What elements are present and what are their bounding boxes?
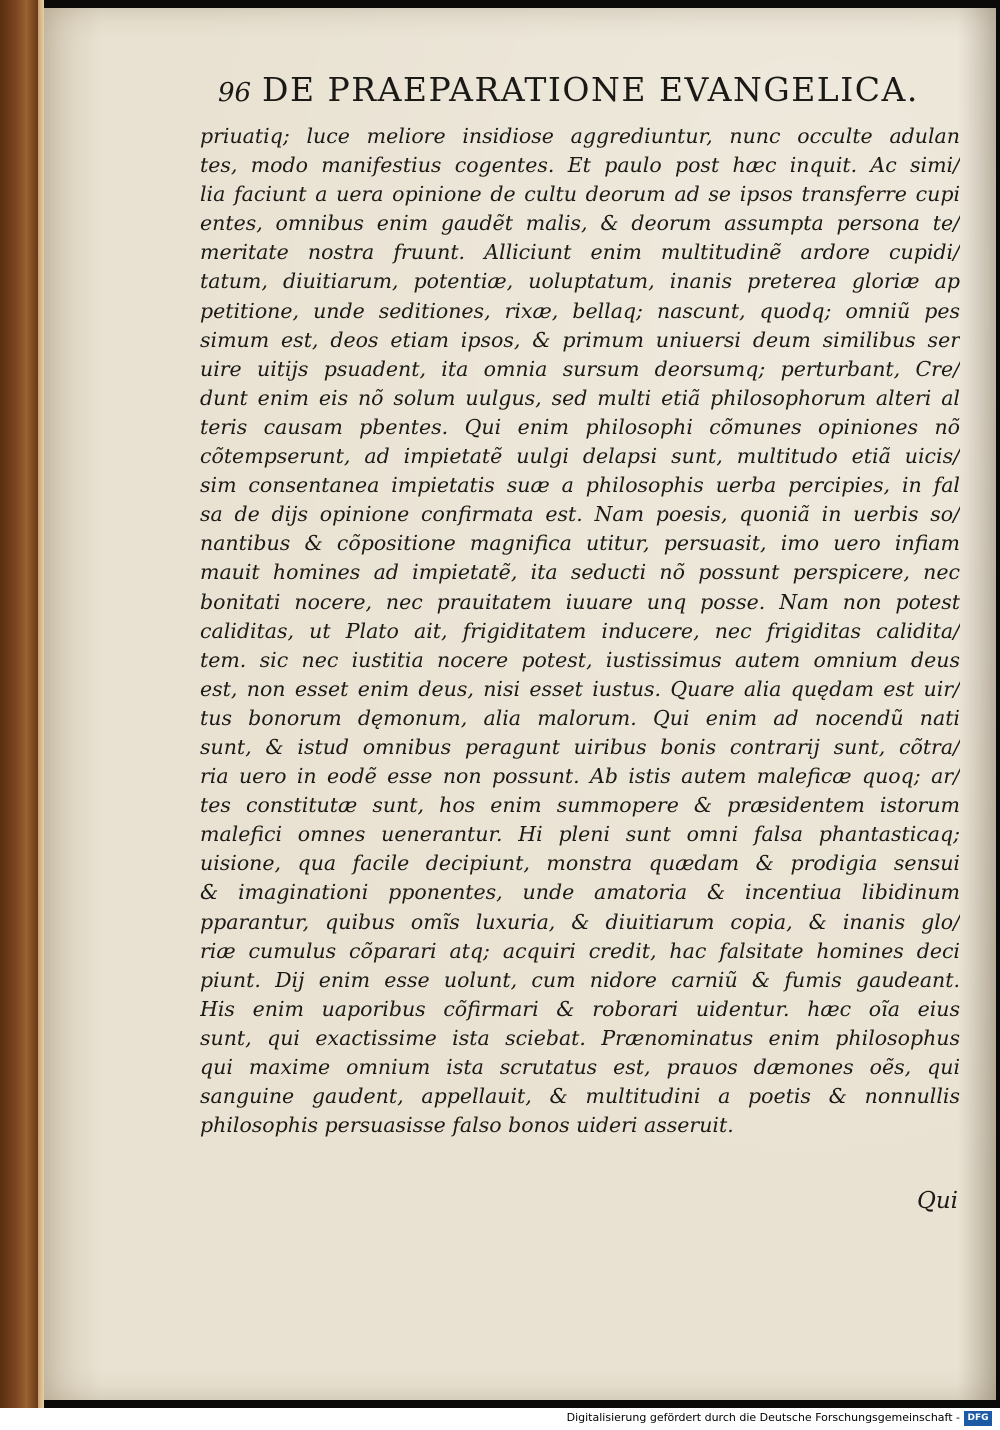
text-line: dunt enim eis nõ solum uulgus, sed multi etiã philosophorum alteri al (200, 385, 960, 410)
book-edge (0, 0, 44, 1408)
text-line: simum est, deos etiam ipsos, & primum uniuersi deum similibus ser (200, 327, 960, 352)
text-line: tus bonorum dęmonum, alia malorum. Qui enim ad nocendũ nati (200, 705, 960, 730)
text-line: teris causam pbentes. Qui enim philosophi cõmunes opiniones nõ (200, 414, 960, 439)
body-text (200, 122, 960, 1140)
text-line: bonitati nocere, nec prauitatem iuuare unq posse. Nam non potest (200, 589, 960, 614)
text-line: entes, omnibus enim gaudẽt malis, & deorum assumpta persona te/ (200, 211, 960, 236)
text-line: riæ cumulus cõparari atq; acquiri credit, hac falsitate homines deci (200, 938, 960, 963)
text-line: qui maxime omnium ista scrutatus est, prauos dæmones oẽs, qui (200, 1055, 960, 1079)
text-line: cõtempserunt, ad impietatẽ uulgi delapsi sunt, multitudo etiã uicis/ (200, 444, 960, 469)
text-line: petitione, unde seditiones, rixæ, bellaq; nascunt, quodq; omniũ pes (200, 298, 960, 323)
text-line: philosophis persuasisse falso bonos uideri asseruit. (200, 1113, 734, 1138)
text-line: sanguine gaudent, appellauit, & multitudini a poetis & nonnullis (200, 1084, 960, 1109)
text-line: His enim uaporibus cõfirmari & roborari uidentur. hæc oĩa eius (200, 996, 960, 1021)
text-line: tes, modo manifestius cogentes. Et paulo post hæc inquit. Ac simi/ (200, 153, 960, 178)
footer-credit: Digitalisierung gefördert durch die Deutsche Forschungsgemeinschaft - (566, 1411, 960, 1424)
text-line: uire uitijs psuadent, ita omnia sursum deorsumq; perturbant, Cre/ (200, 356, 960, 381)
text-line: sa de dijs opinione confirmata est. Nam poesis, quoniã in uerbis so/ (200, 502, 960, 527)
text-line: uisione, qua facile decipiunt, monstra quædam & prodigia sensui (200, 851, 960, 876)
text-line: & imaginationi pponentes, unde amatoria & incentiua libidinum (200, 880, 960, 905)
text-line: est, non esset enim deus, nisi esset iustus. Quare alia quędam est uir/ (200, 676, 960, 701)
text-line: mauit homines ad impietatẽ, ita seducti nõ possunt perspicere, nec (200, 560, 960, 585)
text-line: lia faciunt a uera opinione de cultu deorum ad se ipsos transferre cupi (200, 182, 960, 207)
text-line: sunt, & istud omnibus peragunt uiribus bonis contrarij sunt, cõtra/ (200, 734, 960, 759)
running-title: DE PRAEPARATIONE EVANGELICA. (262, 70, 919, 109)
page-header (218, 70, 958, 122)
text-line: sim consentanea impietatis suæ a philosophis uerba percipies, in fal (200, 473, 960, 498)
text-line: tes constitutæ sunt, hos enim summopere & præsidentem istorum (200, 793, 960, 818)
text-line: malefici omnes uenerantur. Hi pleni sunt omni falsa phantasticaq; (200, 822, 960, 847)
text-line: tem. sic nec iustitia nocere potest, iustissimus autem omnium deus (200, 647, 960, 672)
text-line: meritate nostra fruunt. Alliciunt enim multitudinẽ ardore cupidi/ (200, 240, 960, 265)
page-number: 96 (218, 78, 252, 108)
text-line: pparantur, quibus omĩs luxuria, & diuitiarum copia, & inanis glo/ (200, 909, 960, 934)
dfg-logo: DFG (964, 1411, 992, 1426)
text-line: nantibus & cõpositione magnifica utitur, persuasit, imo uero infiam (200, 531, 960, 556)
text-line: sunt, qui exactissime ista sciebat. Prænominatus enim philosophus (200, 1025, 960, 1050)
text-line: ria uero in eodẽ esse non possunt. Ab istis autem maleficæ quoq; ar/ (200, 764, 960, 789)
text-line: tatum, diuitiarum, potentiæ, uoluptatum, inanis preterea gloriæ ap (200, 269, 960, 294)
catchword: Qui (916, 1188, 958, 1214)
text-line: priuatiq; luce meliore insidiose aggrediuntur, nunc occulte adulan (200, 124, 960, 148)
text-line: piunt. Dij enim esse uolunt, cum nidore carniũ & fumis gaudeant. (200, 967, 960, 992)
text-line: caliditas, ut Plato ait, frigiditatem inducere, nec frigiditas calidita/ (200, 618, 960, 643)
